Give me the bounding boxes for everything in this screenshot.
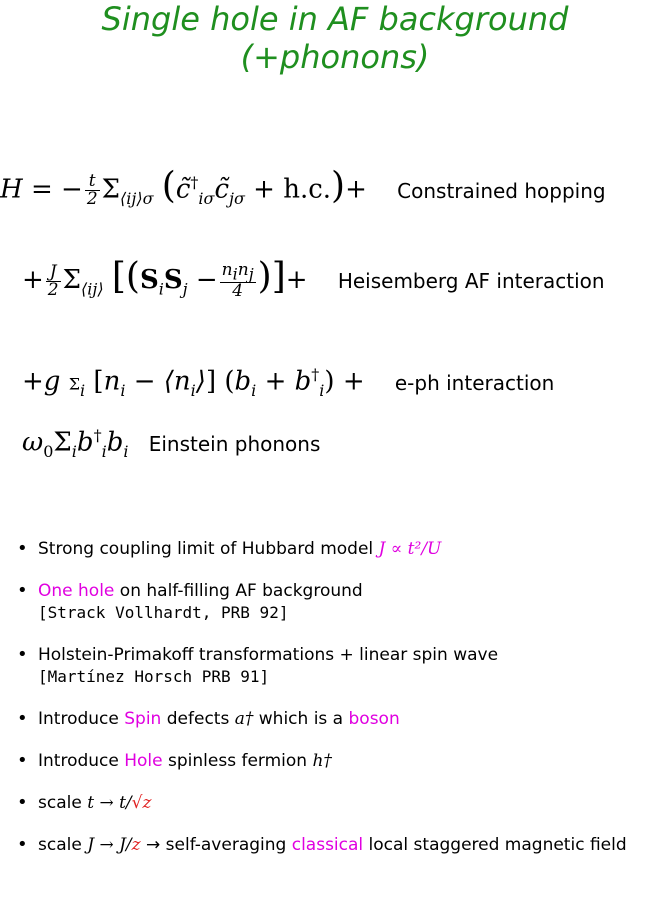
list-item: • scale J → J/z → self-averaging classical local staggered magnetic field bbox=[17, 834, 627, 855]
equation-hopping: H = − $\frac{t}{2}$ $\Sigma_{⟨ij⟩\sigma}$ $(c̃^\dagger_{i\sigma}c̃_{j\sigma} + h.c.)+$ Constrained hopping bbox=[0, 165, 606, 210]
list-item: • One hole on half-filling AF background [Strack Vollhardt, PRB 92] bbox=[0, 580, 660, 624]
list-item: • Holstein-Primakoff transformations + linear spin wave [Martínez Horsch PRB 91] bbox=[0, 644, 660, 688]
citation: [Strack Vollhardt, PRB 92] bbox=[38, 603, 289, 622]
equation-note-heisenberg: Heisemberg AF interaction bbox=[337, 269, 605, 294]
bullet-icon: • bbox=[17, 708, 28, 729]
equation-heisenberg: + $\frac{J}{2}$ $\Sigma_{⟨ij⟩}$ [($S_iS_j$ − $\frac{n_in_j}{4}$ )]+ Heisemberg AF interaction bbox=[22, 256, 605, 302]
bullet-icon: • bbox=[17, 750, 28, 771]
bullet-icon: • bbox=[17, 792, 28, 813]
list-item: • Strong coupling limit of Hubbard model J ∝ t²/U bbox=[17, 538, 442, 559]
bullet-icon: • bbox=[17, 580, 28, 601]
title-line-1: Single hole in AF background bbox=[101, 0, 569, 38]
list-item: • Introduce Spin defects a† which is a boson bbox=[17, 708, 400, 729]
citation: [Martínez Horsch PRB 91] bbox=[38, 667, 270, 686]
equation-note-eph: e-ph interaction bbox=[394, 370, 555, 395]
bullet-icon: • bbox=[17, 538, 28, 559]
bullet-list bbox=[0, 538, 660, 876]
bullet-icon: • bbox=[17, 834, 28, 855]
bullet-icon: • bbox=[17, 644, 28, 665]
equation-note-phonons: Einstein phonons bbox=[148, 431, 321, 456]
equation-phonons: $\omega_0\Sigma_ib^\dagger_ib_i$ Einstein phonons bbox=[22, 426, 321, 461]
slide-title bbox=[0, 0, 670, 76]
title-line-2: (+phonons) bbox=[240, 38, 430, 76]
list-item: • Introduce Hole spinless fermion h† bbox=[17, 750, 332, 771]
equation-note-hopping: Constrained hopping bbox=[397, 178, 606, 203]
list-item: • scale t → t/√z bbox=[17, 792, 152, 813]
equation-eph: +g $\Sigma_i$ [$n_i$ − $⟨n_i⟩$] $(b_i + b^\dagger_i) + e-ph$ interaction bbox=[22, 365, 555, 400]
